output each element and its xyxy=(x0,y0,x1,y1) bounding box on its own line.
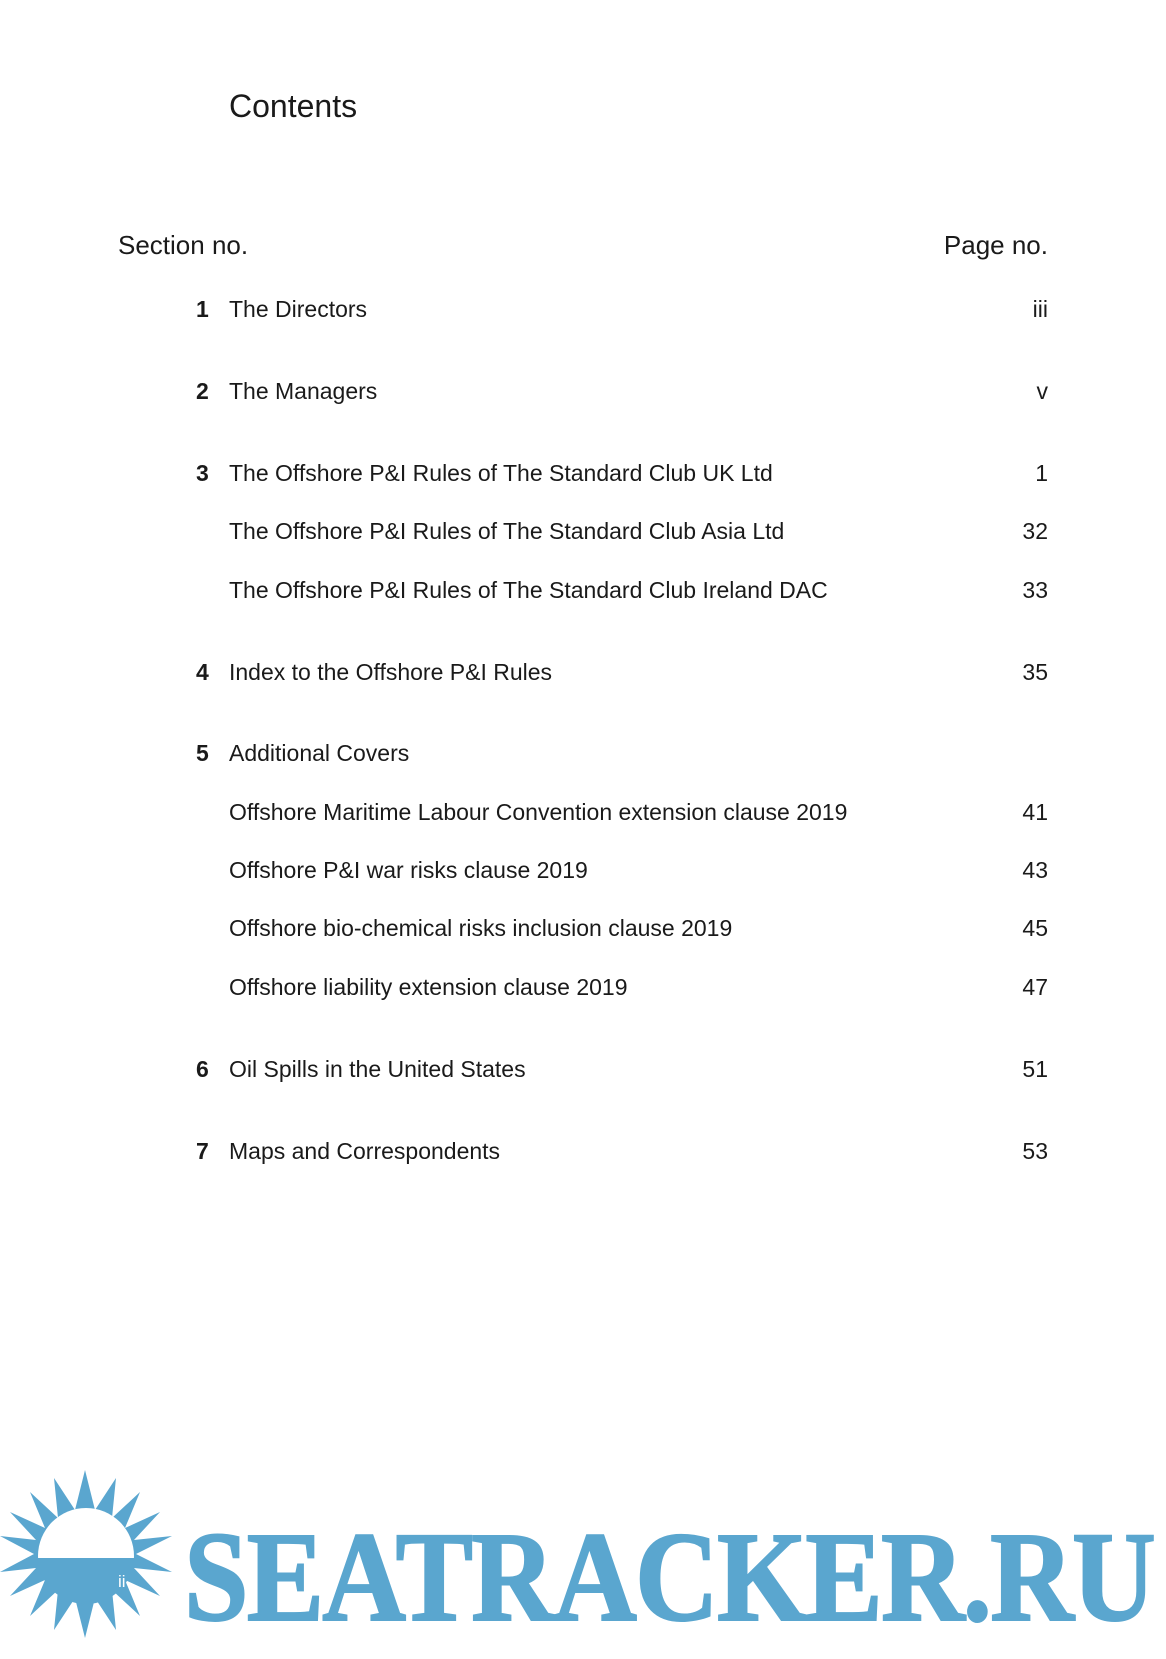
toc-entry-rules-uk[interactable] xyxy=(0,460,1166,494)
toc-entry-number: 3 xyxy=(196,460,209,486)
page-column-header: Page no. xyxy=(943,230,1048,260)
toc-entry-title: Offshore P&I war risks clause 2019 xyxy=(229,857,588,883)
toc-entry-liability-clause[interactable] xyxy=(0,974,1166,1008)
toc-entry-page: 53 xyxy=(1022,1138,1048,1164)
toc-entry-number: 5 xyxy=(196,740,209,766)
watermark-text xyxy=(184,1506,1154,1648)
toc-entry-page: 47 xyxy=(1022,974,1048,1000)
toc-entry-additional-covers[interactable] xyxy=(0,740,1166,774)
toc-entry-mlc-clause[interactable] xyxy=(0,799,1166,833)
toc-entry-title: Offshore liability extension clause 2019 xyxy=(229,974,628,1000)
toc-entry-title: Oil Spills in the United States xyxy=(229,1056,526,1082)
toc-entry-bio-chemical-clause[interactable] xyxy=(0,915,1166,949)
toc-entry-number: 7 xyxy=(196,1138,209,1164)
toc-entry-oil-spills[interactable] xyxy=(0,1056,1166,1090)
toc-entry-title: Index to the Offshore P&I Rules xyxy=(229,659,553,685)
svg-text:SEATRACKER.RU: SEATRACKER.RU xyxy=(184,1506,1154,1648)
toc-entry-title: The Managers xyxy=(229,378,378,404)
toc-entry-directors[interactable] xyxy=(0,296,1166,330)
sun-icon xyxy=(0,1470,172,1638)
toc-entry-page: 32 xyxy=(1022,518,1048,544)
toc-entry-title: The Offshore P&I Rules of The Standard Club Asia Ltd xyxy=(229,518,785,544)
toc-entry-managers[interactable] xyxy=(0,378,1166,412)
toc-entry-index[interactable] xyxy=(0,659,1166,693)
toc-entry-number: 4 xyxy=(196,659,209,685)
toc-entry-title: The Offshore P&I Rules of The Standard Club Ireland DAC xyxy=(229,577,828,603)
toc-entry-title: The Directors xyxy=(229,296,368,322)
toc-entry-page: 45 xyxy=(1022,915,1048,941)
toc-entry-page: 41 xyxy=(1022,799,1048,825)
toc-entry-title: The Offshore P&I Rules of The Standard Club UK Ltd xyxy=(229,460,773,486)
toc-entry-page: 43 xyxy=(1022,857,1048,883)
toc-entry-title: Maps and Correspondents xyxy=(229,1138,501,1164)
toc-entry-rules-ireland[interactable] xyxy=(0,577,1166,611)
toc-entry-title: Offshore Maritime Labour Convention extension clause 2019 xyxy=(229,799,848,825)
toc-entry-number: 2 xyxy=(196,378,209,404)
section-column-header: Section no. xyxy=(118,230,249,260)
toc-entry-title: Offshore bio-chemical risks inclusion clause 2019 xyxy=(229,915,733,941)
toc-entry-page: 51 xyxy=(1022,1056,1048,1082)
page-title: Contents xyxy=(229,88,358,124)
toc-entry-page: v xyxy=(1036,378,1048,404)
toc-entry-page: 1 xyxy=(1035,460,1048,486)
toc-entry-title: Additional Covers xyxy=(229,740,410,766)
watermark xyxy=(0,1470,1166,1654)
toc-entry-number: 6 xyxy=(196,1056,209,1082)
toc-entry-page: 35 xyxy=(1022,659,1048,685)
toc-entry-number: 1 xyxy=(196,296,209,322)
watermark-graphic xyxy=(0,1470,1166,1654)
toc-entry-maps[interactable] xyxy=(0,1138,1166,1172)
toc-entry-page: 33 xyxy=(1022,577,1048,603)
toc-entry-war-risks-clause[interactable] xyxy=(0,857,1166,891)
toc-entry-page: iii xyxy=(1032,296,1048,322)
page-number: ii xyxy=(118,1572,126,1591)
toc-entry-rules-asia[interactable] xyxy=(0,518,1166,552)
